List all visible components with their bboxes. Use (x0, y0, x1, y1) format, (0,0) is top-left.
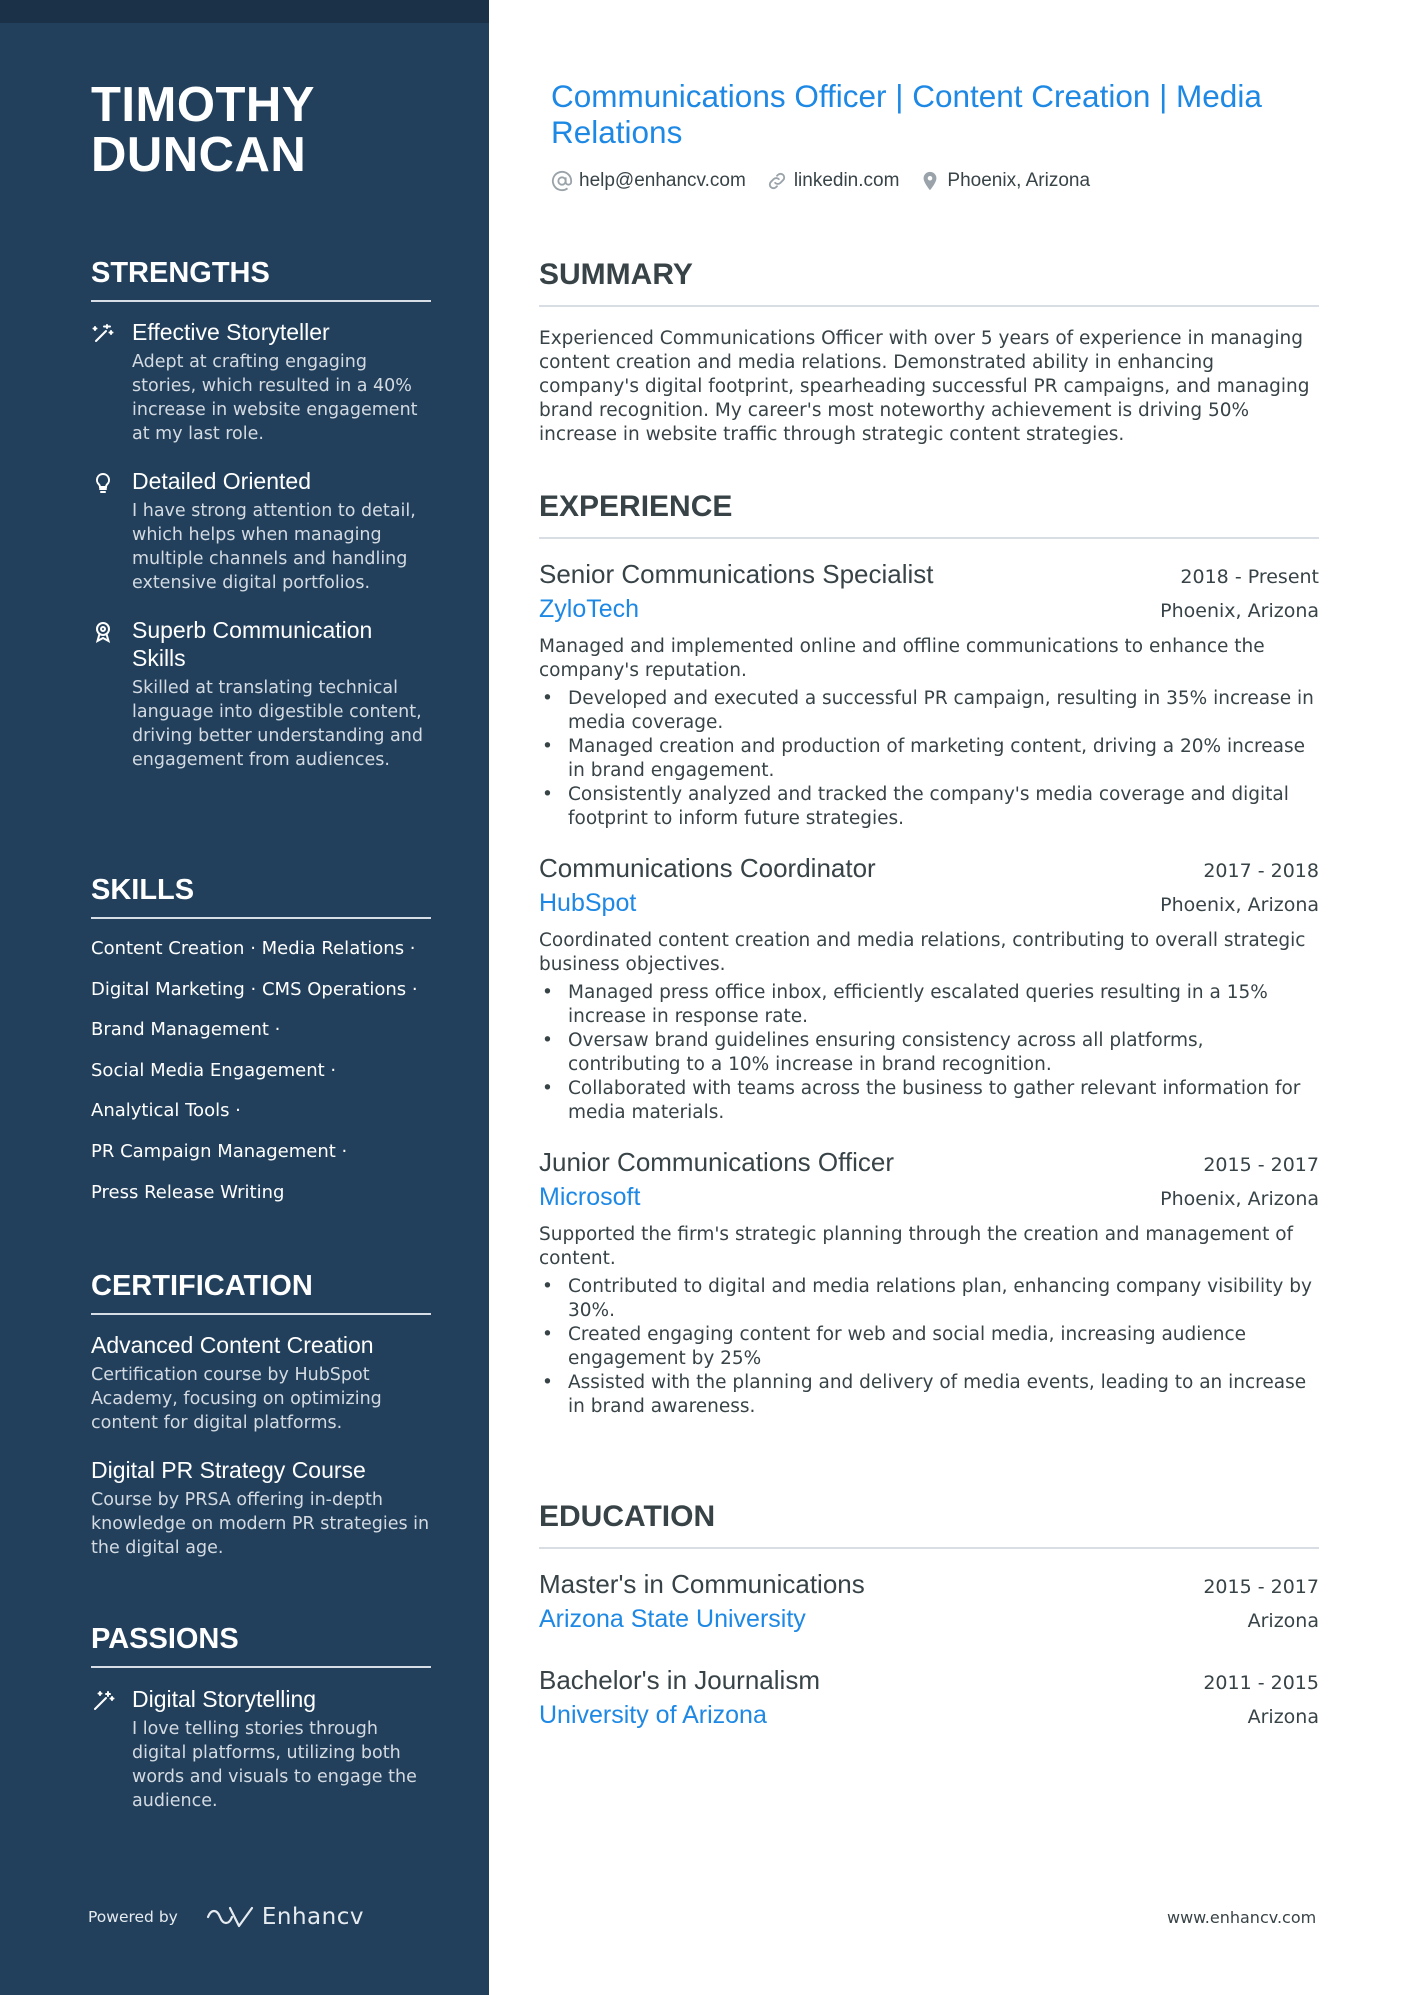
job-company: HubSpot (539, 889, 637, 917)
skill-line: PR Campaign Management · (91, 1140, 348, 1162)
skill-line: Digital Marketing · CMS Operations · (91, 978, 418, 1000)
enhancv-logo-icon (206, 1904, 254, 1930)
education-dates: 2011 - 2015 (1203, 1672, 1319, 1694)
job-dates: 2015 - 2017 (1203, 1154, 1319, 1176)
link-icon (766, 170, 788, 192)
footer-url-link[interactable]: www.enhancv.com (1167, 1908, 1317, 1927)
enhancv-brand-text: Enhancv (261, 1904, 364, 1930)
job-bullet: • Developed and executed a successful PR campaign, resulting in 35% increase in media coverage. (539, 687, 1319, 735)
certification-section (91, 1269, 431, 1560)
strength-description: Adept at crafting engaging stories, which resulted in a 40% increase in website engagement at my last role. (132, 352, 418, 444)
school-name: University of Arizona (539, 1701, 767, 1729)
headline: Communications Officer | Content Creation | Media Relations (551, 78, 1262, 150)
education-heading: EDUCATION (539, 1499, 1319, 1549)
magic-wand-icon (91, 322, 115, 346)
location-contact (919, 170, 1090, 192)
job-company: ZyloTech (539, 595, 640, 623)
candidate-name: TIMOTHY DUNCAN (91, 78, 315, 182)
passion-description: I love telling stories through digital platforms, utilizing both words and visuals to engage the audience. (132, 1719, 417, 1811)
passion-item (91, 1685, 431, 1813)
strength-description: Skilled at translating technical language into digestible content, driving better understanding and engagement from audiences. (132, 678, 423, 770)
strength-item (91, 616, 431, 772)
job-entry (539, 1145, 1319, 1419)
education-entry (539, 1663, 1319, 1733)
job-bullets (539, 687, 1319, 831)
job-entry (539, 851, 1319, 1125)
job-bullet: • Created engaging content for web and social media, increasing audience engagement by 25% (539, 1323, 1319, 1371)
skills-list (91, 931, 431, 1215)
sidebar (0, 0, 489, 1995)
education-dates: 2015 - 2017 (1203, 1576, 1319, 1598)
email-contact[interactable] (551, 170, 746, 192)
strengths-section (91, 256, 431, 772)
location-text: Phoenix, Arizona (947, 170, 1091, 191)
job-company: Microsoft (539, 1183, 641, 1211)
powered-by (88, 1897, 364, 1937)
skill-line: Social Media Engagement · (91, 1059, 337, 1081)
job-location: Phoenix, Arizona (1160, 1188, 1319, 1210)
degree-title: Bachelor's in Journalism (539, 1665, 820, 1695)
job-title: Junior Communications Officer (539, 1147, 894, 1177)
job-dates: 2018 - Present (1180, 566, 1319, 588)
passions-section (91, 1622, 431, 1813)
job-title: Communications Coordinator (539, 853, 876, 883)
experience-section (539, 489, 1319, 1419)
certification-item (91, 1456, 431, 1560)
certification-title: Digital PR Strategy Course (91, 1457, 366, 1483)
strength-title: Superb Communication Skills (132, 617, 373, 671)
strength-item (91, 318, 431, 446)
certification-item (91, 1331, 431, 1435)
job-bullets (539, 1275, 1319, 1419)
job-description: Coordinated content creation and media relations, contributing to overall strategic business objectives. (539, 930, 1306, 975)
certification-title: Advanced Content Creation (91, 1332, 374, 1358)
job-description: Managed and implemented online and offline communications to enhance the company's reputation. (539, 636, 1265, 681)
school-name: Arizona State University (539, 1605, 806, 1633)
enhancv-brand[interactable] (206, 1904, 364, 1930)
education-entry (539, 1567, 1319, 1637)
contact-bar (551, 170, 1090, 192)
job-bullet: • Contributed to digital and media relations plan, enhancing company visibility by 30%. (539, 1275, 1319, 1323)
job-location: Phoenix, Arizona (1160, 600, 1319, 622)
job-description: Supported the firm's strategic planning through the creation and management of content. (539, 1224, 1294, 1269)
education-location: Arizona (1247, 1706, 1319, 1728)
skill-line: Analytical Tools · (91, 1100, 241, 1122)
at-sign-icon (551, 170, 573, 192)
passions-heading: PASSIONS (91, 1622, 431, 1668)
education-location: Arizona (1247, 1610, 1319, 1632)
magic-wand-icon (91, 1689, 115, 1713)
skills-section (91, 873, 431, 1215)
powered-by-label: Powered by (88, 1908, 178, 1926)
strength-title: Effective Storyteller (132, 319, 330, 345)
award-icon (91, 620, 115, 644)
linkedin-text: linkedin.com (793, 170, 900, 191)
map-pin-icon (919, 170, 941, 192)
lightbulb-icon (91, 471, 115, 495)
skill-line: Content Creation · Media Relations · (91, 938, 416, 959)
skill-line: Press Release Writing (91, 1181, 285, 1203)
job-dates: 2017 - 2018 (1203, 860, 1319, 882)
experience-heading: EXPERIENCE (539, 489, 1319, 539)
certification-heading: CERTIFICATION (91, 1269, 431, 1315)
certification-description: Certification course by HubSpot Academy, focusing on optimizing content for digital platforms. (91, 1365, 382, 1433)
sidebar-top-bar (0, 0, 489, 23)
job-title: Senior Communications Specialist (539, 559, 934, 589)
job-bullet: • Oversaw brand guidelines ensuring consistency across all platforms, contributing to a 10% increase in brand recognition. (539, 1029, 1319, 1077)
strength-description: I have strong attention to detail, which helps when managing multiple channels and handling extensive digital portfolios. (132, 501, 416, 593)
job-bullets (539, 981, 1319, 1125)
strength-item (91, 467, 431, 595)
summary-heading: SUMMARY (539, 257, 1319, 307)
education-section (539, 1499, 1319, 1733)
job-bullet: • Managed creation and production of marketing content, driving a 20% increase in brand engagement. (539, 735, 1319, 783)
main-content (489, 0, 1410, 1995)
job-bullet: • Assisted with the planning and delivery of media events, leading to an increase in brand awareness. (539, 1371, 1319, 1419)
strength-title: Detailed Oriented (132, 468, 311, 494)
email-text: help@enhancv.com (579, 170, 746, 191)
certification-description: Course by PRSA offering in-depth knowledge on modern PR strategies in the digital age. (91, 1490, 430, 1558)
job-bullet: • Consistently analyzed and tracked the company's media coverage and digital footprint to inform future strategies. (539, 783, 1319, 831)
summary-text: Experienced Communications Officer with over 5 years of experience in managing content creation and media relations. Demonstrated ability in enhancing company's digital footprint, spearheading successful PR campaigns, and managing brand recognition. My career's most noteworthy achievement is driving 50% increase in website traffic through strategic content strategies. (539, 328, 1310, 445)
skill-line: Brand Management · (91, 1019, 281, 1041)
summary-section (539, 257, 1319, 447)
skills-heading: SKILLS (91, 873, 431, 919)
degree-title: Master's in Communications (539, 1569, 865, 1599)
job-bullet: • Managed press office inbox, efficiently escalated queries resulting in a 15% increase in response rate. (539, 981, 1319, 1029)
passion-title: Digital Storytelling (132, 1686, 317, 1712)
job-location: Phoenix, Arizona (1160, 894, 1319, 916)
linkedin-contact[interactable] (766, 170, 900, 192)
job-entry (539, 557, 1319, 831)
job-bullet: • Collaborated with teams across the business to gather relevant information for media materials. (539, 1077, 1319, 1125)
strengths-heading: STRENGTHS (91, 256, 431, 302)
